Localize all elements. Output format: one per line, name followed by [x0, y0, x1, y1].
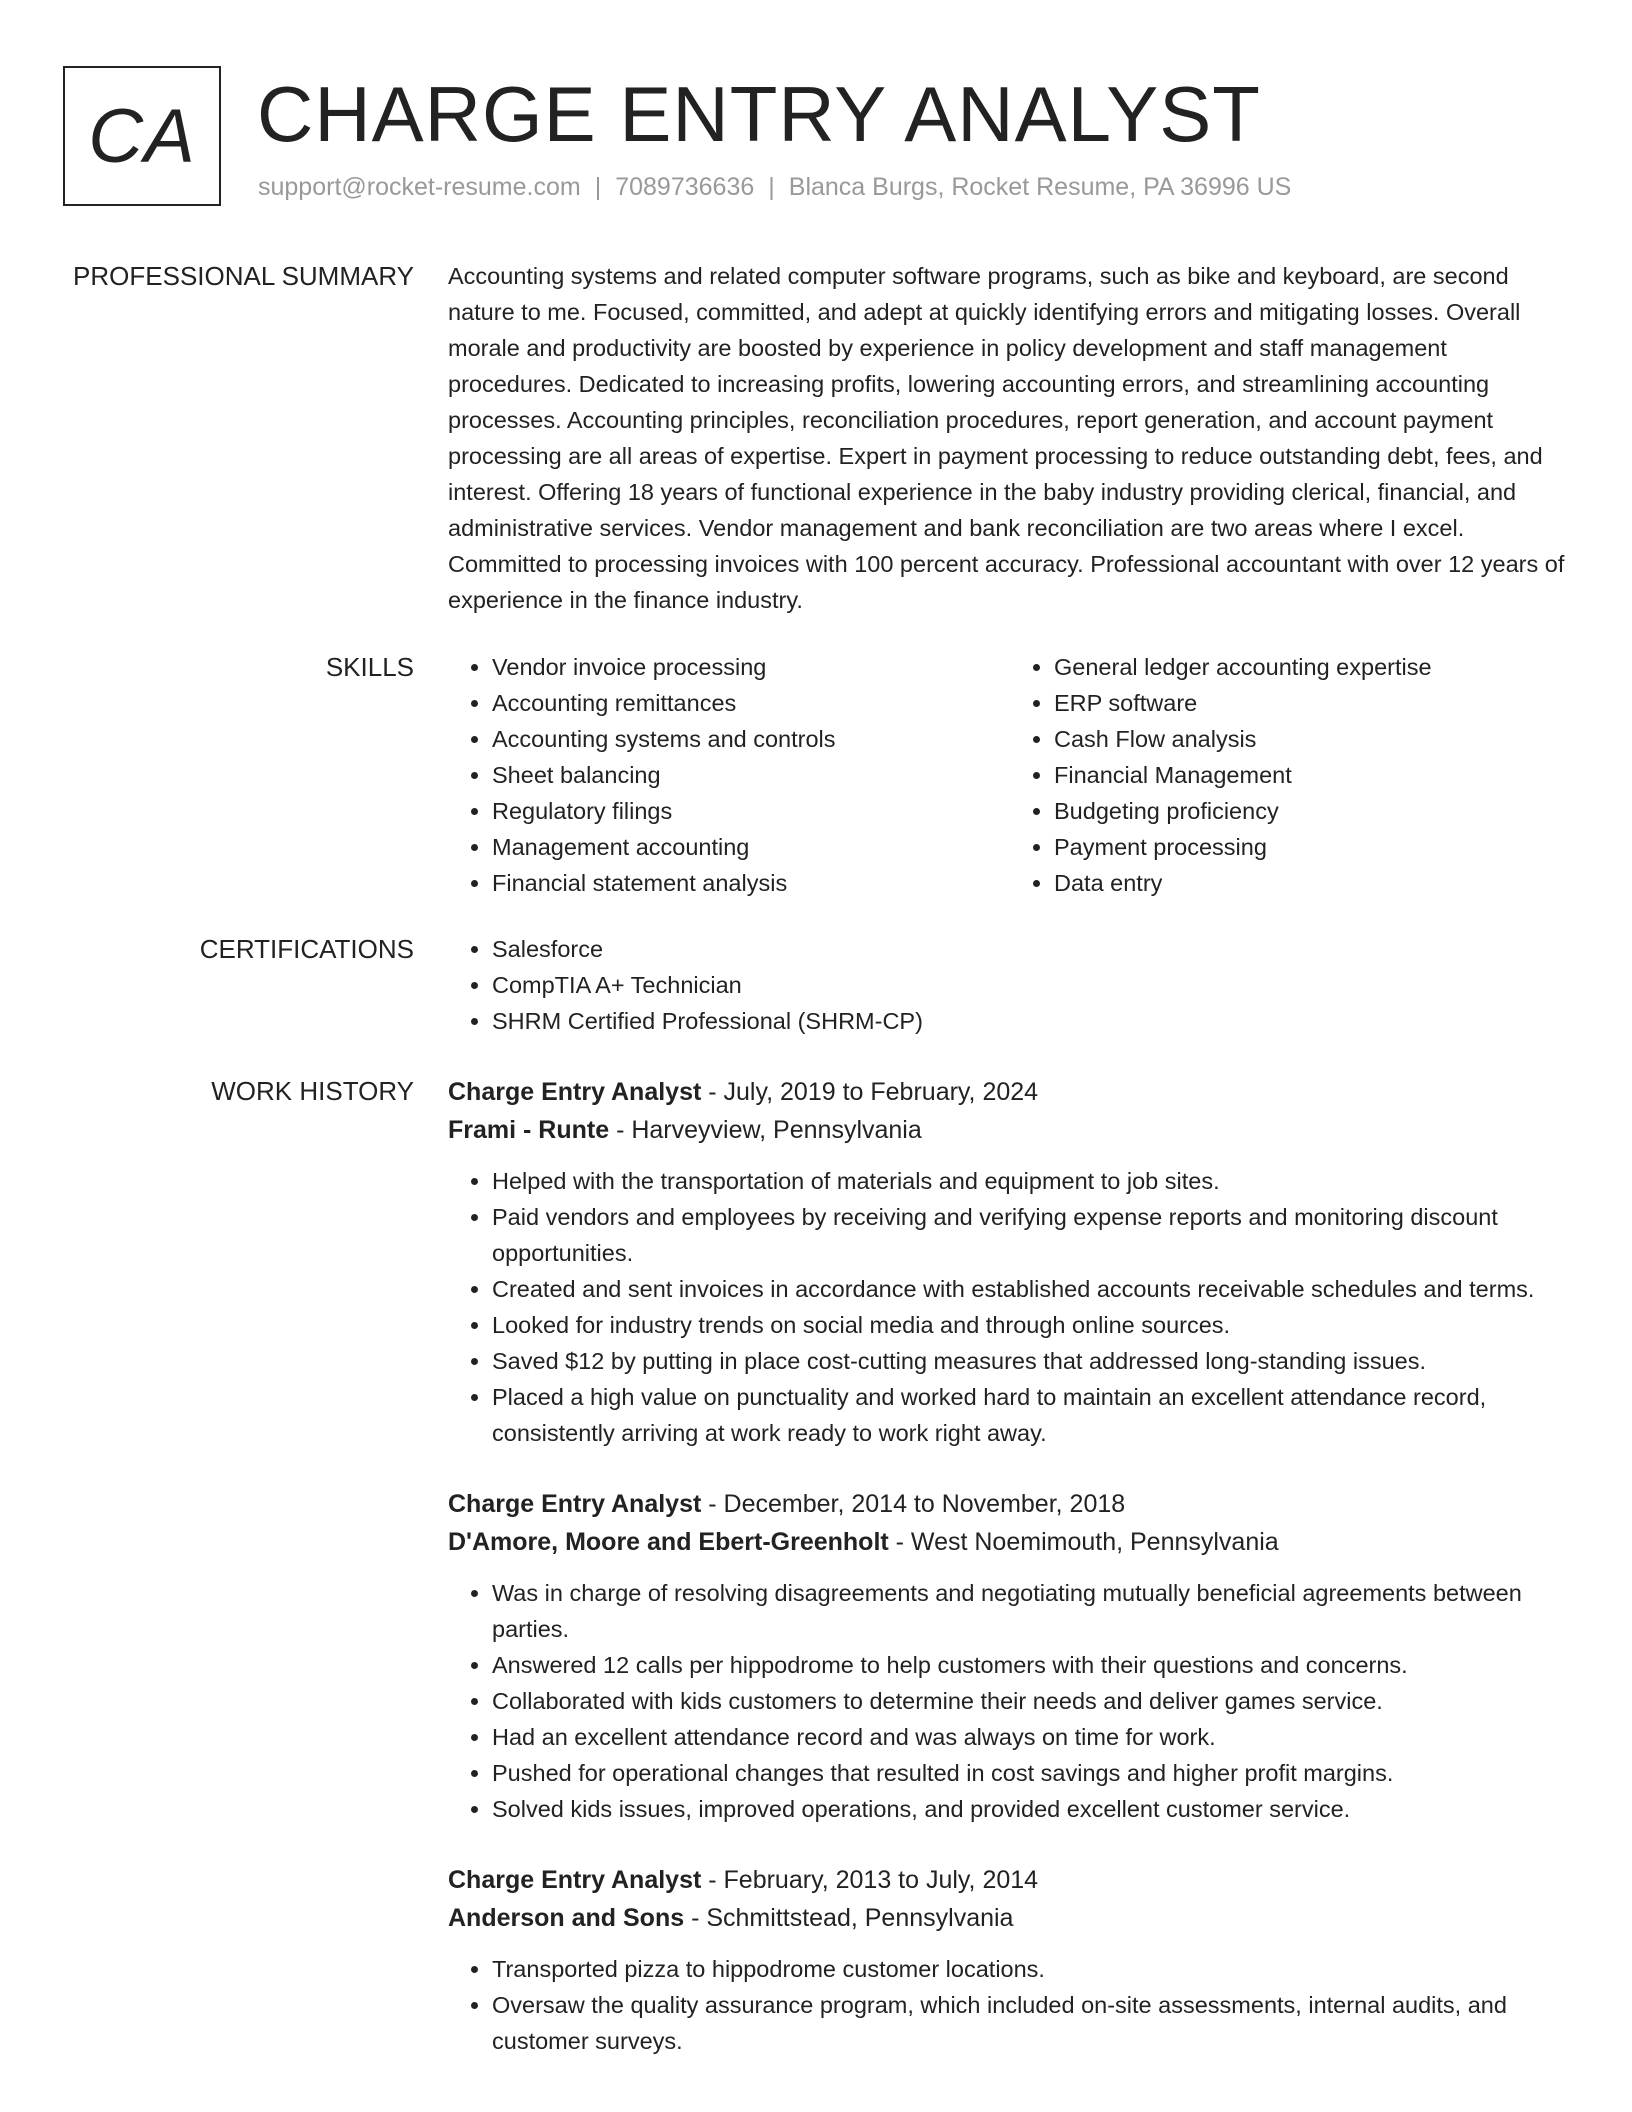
job-location: - Schmittstead, Pennsylvania	[684, 1904, 1014, 1932]
job-bullet: • Transported pizza to hippodrome customer locations.	[492, 1951, 1572, 1987]
resume-header	[63, 64, 1572, 210]
job-bullet: • Looked for industry trends on social media and through online sources.	[492, 1307, 1572, 1343]
certification-item: • SHRM Certified Professional (SHRM-CP)	[492, 1003, 1572, 1039]
job-bullet: • Was in charge of resolving disagreements and negotiating mutually beneficial agreements between parties.	[492, 1575, 1572, 1647]
skill-item: • Cash Flow analysis	[1054, 721, 1572, 757]
summary-text: Accounting systems and related computer software programs, such as bike and keyboard, are second nature to me. Focused, committed, and adept at quickly identifying errors and mitigating losses. Overall morale and productivity are boosted by experience in policy development and staff management procedures. Dedicated to increasing profits, lowering accounting errors, and streamlining accounting processes. Accounting principles, reconciliation procedures, report generation, and account payment processing are all areas of expertise. Expert in payment processing to reduce outstanding debt, fees, and interest. Offering 18 years of functional experience in the baby industry providing clerical, financial, and administrative services. Vendor management and bank reconciliation are two areas where I excel. Committed to processing invoices with 100 percent accuracy. Professional accountant with over 12 years of experience in the finance industry.	[448, 263, 1565, 613]
skills-body	[448, 649, 1572, 901]
job-bullet: • Pushed for operational changes that resulted in cost savings and higher profit margins.	[492, 1755, 1572, 1791]
job-entry	[448, 1485, 1572, 1827]
job-bullet: • Helped with the transportation of materials and equipment to job sites.	[492, 1163, 1572, 1199]
skill-item: • Financial statement analysis	[492, 865, 1010, 901]
job-title-line	[448, 1861, 1572, 1899]
resume-title: CHARGE ENTRY ANALYST	[257, 70, 1261, 158]
job-company-line	[448, 1111, 1572, 1149]
certifications-label: CERTIFICATIONS	[199, 934, 414, 964]
skill-item: • Vendor invoice processing	[492, 649, 1010, 685]
skill-item: • Financial Management	[1054, 757, 1572, 793]
job-entry	[448, 1073, 1572, 1451]
job-dates: - December, 2014 to November, 2018	[701, 1490, 1126, 1518]
job-dates: - July, 2019 to February, 2024	[701, 1078, 1039, 1106]
job-entry	[448, 1861, 1572, 2059]
contact-line	[258, 173, 1291, 202]
skill-item: • Sheet balancing	[492, 757, 1010, 793]
skill-item: • Accounting systems and controls	[492, 721, 1010, 757]
job-company-line	[448, 1523, 1572, 1561]
certifications-body	[448, 931, 1572, 1039]
skill-item: • General ledger accounting expertise	[1054, 649, 1572, 685]
contact-address: Blanca Burgs, Rocket Resume, PA 36996 US	[788, 173, 1292, 201]
certifications-list	[448, 931, 1572, 1039]
job-company-line	[448, 1899, 1572, 1937]
job-dates: - February, 2013 to July, 2014	[701, 1866, 1039, 1894]
job-bullet: • Placed a high value on punctuality and worked hard to maintain an excellent attendance record, consistently arriving at work ready to work right away.	[492, 1379, 1572, 1451]
skill-item: • ERP software	[1054, 685, 1572, 721]
job-title-line	[448, 1485, 1572, 1523]
job-title-line	[448, 1073, 1572, 1111]
job-bullet: • Created and sent invoices in accordance with established accounts receivable schedules and terms.	[492, 1271, 1572, 1307]
summary-body	[448, 258, 1572, 618]
job-location: - Harveyview, Pennsylvania	[609, 1116, 922, 1144]
job-bullet: • Saved $12 by putting in place cost-cutting measures that addressed long-standing issues.	[492, 1343, 1572, 1379]
skill-item: • Regulatory filings	[492, 793, 1010, 829]
skill-item: • Management accounting	[492, 829, 1010, 865]
skill-item: • Budgeting proficiency	[1054, 793, 1572, 829]
work-history-body	[448, 1073, 1572, 2093]
job-responsibilities	[448, 1951, 1572, 2059]
contact-phone[interactable]: 7089736636	[615, 173, 755, 201]
job-location: - West Noemimouth, Pennsylvania	[888, 1528, 1279, 1556]
skill-item: • Data entry	[1054, 865, 1572, 901]
job-bullet: • Answered 12 calls per hippodrome to help customers with their questions and concerns.	[492, 1647, 1572, 1683]
job-title: Charge Entry Analyst	[448, 1078, 702, 1106]
job-title: Charge Entry Analyst	[448, 1490, 702, 1518]
summary-label: PROFESSIONAL SUMMARY	[73, 261, 414, 291]
job-bullet: • Solved kids issues, improved operations, and provided excellent customer service.	[492, 1791, 1572, 1827]
contact-email[interactable]: support@rocket-resume.com	[258, 173, 581, 201]
skill-item: • Accounting remittances	[492, 685, 1010, 721]
job-responsibilities	[448, 1575, 1572, 1827]
skills-list-left	[448, 649, 1010, 901]
job-responsibilities	[448, 1163, 1572, 1451]
contact-separator: |	[594, 173, 602, 201]
skills-label: SKILLS	[325, 652, 414, 682]
job-company: Frami - Runte	[448, 1116, 610, 1144]
monogram-logo: CA	[63, 66, 221, 206]
job-bullet: • Oversaw the quality assurance program, which included on-site assessments, internal audits, and customer surveys.	[492, 1987, 1572, 2059]
job-company: Anderson and Sons	[448, 1904, 685, 1932]
job-bullet: • Paid vendors and employees by receiving and verifying expense reports and monitoring discount opportunities.	[492, 1199, 1572, 1271]
certification-item: • Salesforce	[492, 931, 1572, 967]
job-company: D'Amore, Moore and Ebert-Greenholt	[448, 1528, 889, 1556]
job-bullet: • Had an excellent attendance record and was always on time for work.	[492, 1719, 1572, 1755]
work-history-label: WORK HISTORY	[211, 1076, 414, 1106]
contact-separator: |	[768, 173, 775, 201]
certification-item: • CompTIA A+ Technician	[492, 967, 1572, 1003]
job-title: Charge Entry Analyst	[448, 1866, 702, 1894]
skills-list-right	[1010, 649, 1572, 901]
job-bullet: • Collaborated with kids customers to determine their needs and deliver games service.	[492, 1683, 1572, 1719]
skill-item: • Payment processing	[1054, 829, 1572, 865]
